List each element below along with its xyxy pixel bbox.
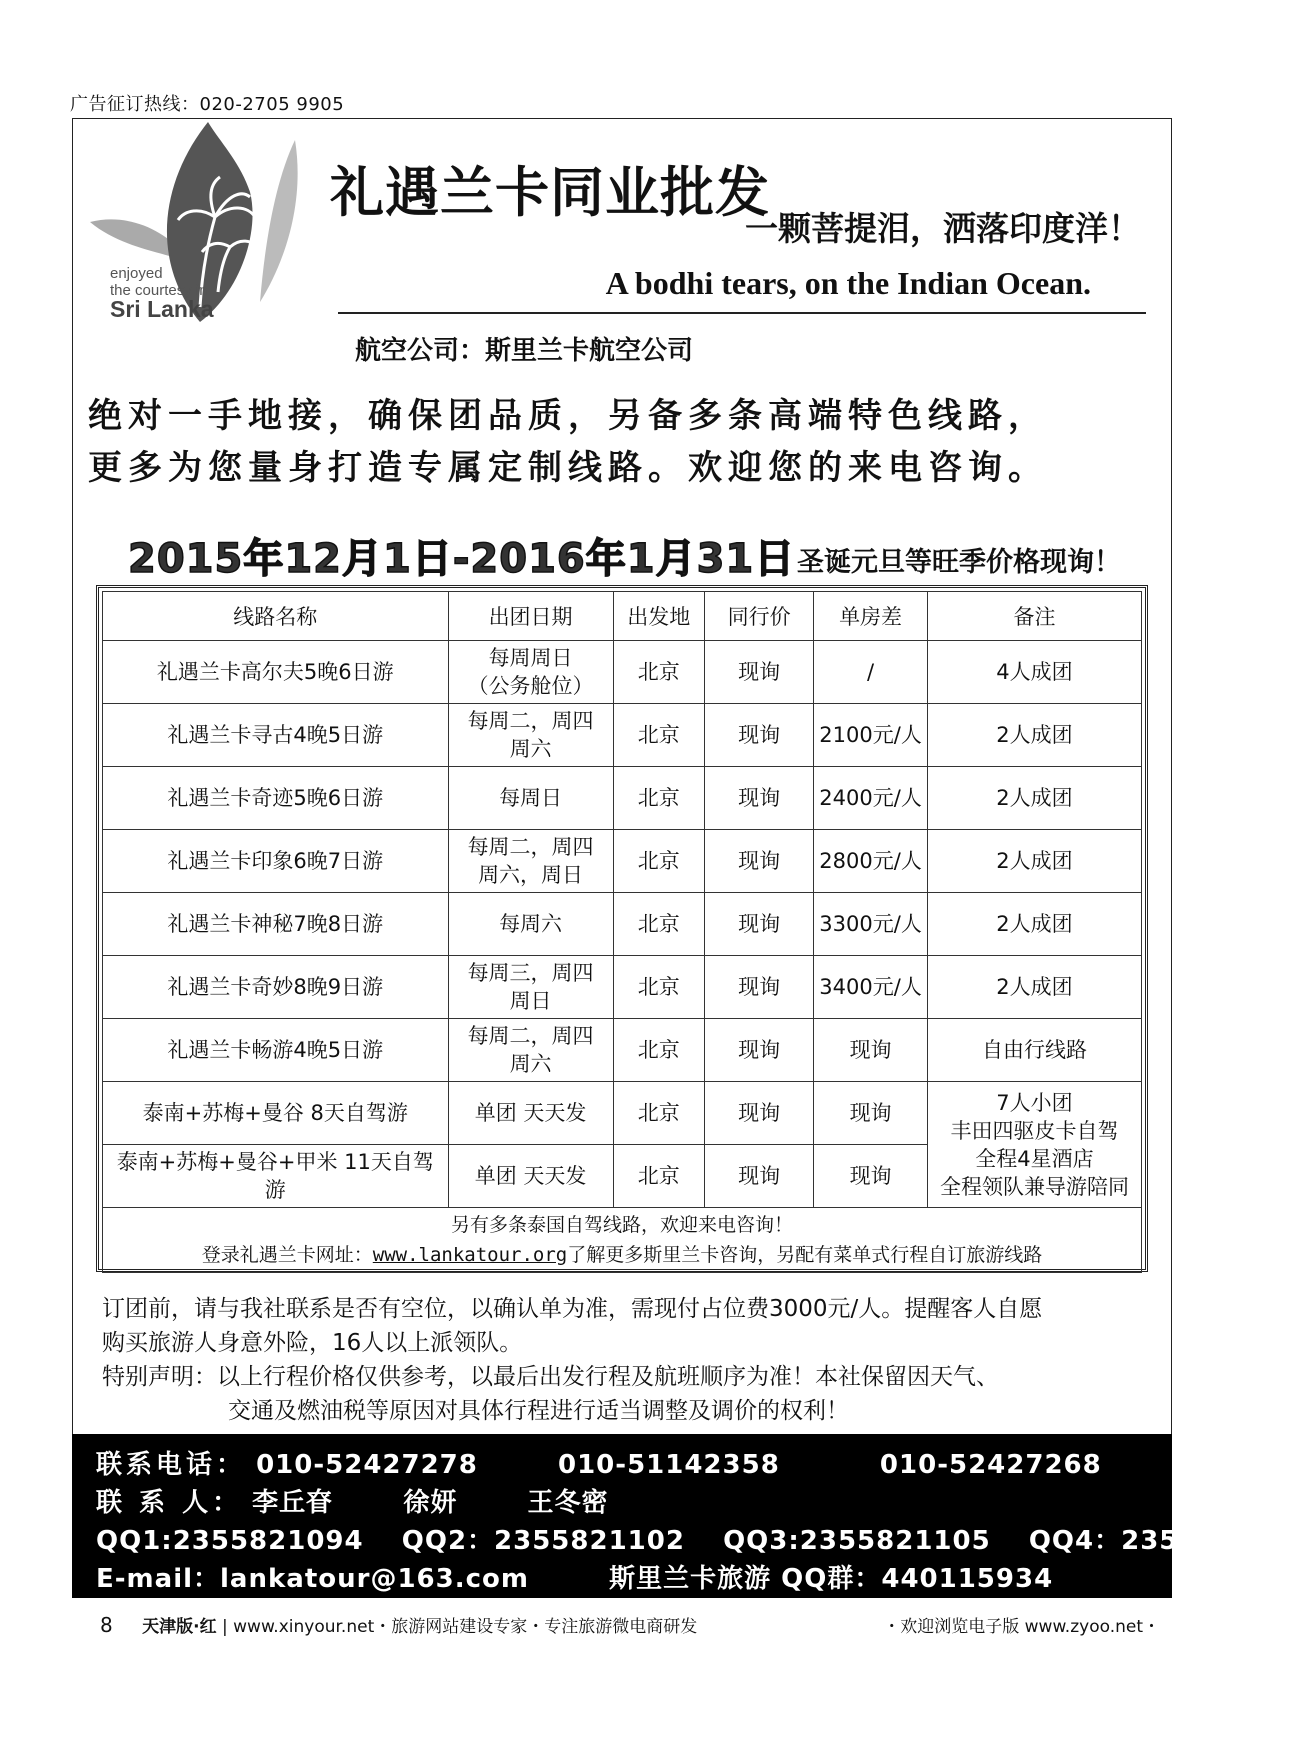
origin-cell: 北京 — [613, 1019, 704, 1082]
contact-email-row — [96, 1558, 1053, 1595]
departure-date-cell: 每周二，周四 周六 — [448, 1019, 613, 1082]
slogan-chinese: 一颗菩提泪，洒落印度洋！ — [745, 209, 1141, 248]
single-supplement-cell: / — [814, 641, 928, 704]
single-supplement-cell: 2100元/人 — [814, 704, 928, 767]
route-name-cell: 礼遇兰卡神秘7晚8日游 — [103, 893, 449, 956]
route-name-cell: 礼遇兰卡奇妙8晚9日游 — [103, 956, 449, 1019]
origin-cell: 北京 — [613, 830, 704, 893]
edition-label: 天津版·红 — [142, 1617, 217, 1637]
page-title: 礼遇兰卡同业批发 — [330, 160, 770, 224]
origin-cell: 北京 — [613, 704, 704, 767]
single-supplement-cell: 2400元/人 — [814, 767, 928, 830]
header-origin: 出发地 — [613, 592, 704, 641]
qq-group: 斯里兰卡旅游 QQ群：440115934 — [609, 1564, 1054, 1594]
booking-notes: 订团前，请与我社联系是否有空位，以确认单为准，需现付占位费3000元/人。提醒客人自愿 购买旅游人身意外险，16人以上派领队。 特别声明：以上行程价格仅供参考，以最后出发行程及航班顺序为准！本社保留因天气、 交通及燃油税等原因对具体行程进行适当调整及调价的权利！ — [102, 1296, 1043, 1424]
trade-price-cell: 现询 — [704, 767, 813, 830]
table-footer-row — [103, 1208, 1142, 1273]
slogan-english: A bodhi tears, on the Indian Ocean. — [605, 265, 1091, 301]
trade-price-cell: 现询 — [704, 1145, 813, 1208]
table-row — [103, 767, 1142, 830]
contact-panel — [72, 1434, 1312, 1598]
phone-2: 010-51142358 — [558, 1450, 780, 1480]
single-supplement-cell: 3300元/人 — [814, 893, 928, 956]
remarks-merged-cell: 7人小团 丰田四驱皮卡自驾 全程4星酒店 全程领队兼导游陪同 — [927, 1082, 1141, 1208]
phone-1: 010-52427278 — [256, 1450, 478, 1480]
table-row — [103, 956, 1142, 1019]
departure-date-cell: 每周二，周四 周六，周日 — [448, 830, 613, 893]
remarks-cell: 2人成团 — [927, 956, 1141, 1019]
header-route-name: 线路名称 — [103, 592, 449, 641]
footer-right: ・欢迎浏览电子版 www.zyoo.net・ — [883, 1617, 1160, 1637]
route-name-cell: 礼遇兰卡印象6晚7日游 — [103, 830, 449, 893]
remarks-cell: 4人成团 — [927, 641, 1141, 704]
trade-price-cell: 现询 — [704, 1082, 813, 1145]
departure-date-cell: 单团 天天发 — [448, 1145, 613, 1208]
table-header-row — [103, 592, 1142, 641]
departure-date-cell: 每周二，周四 周六 — [448, 704, 613, 767]
contact-phones: 联系电话： 010-52427278 010-51142358 010-52427268 — [96, 1450, 1102, 1480]
header-single-supplement: 单房差 — [814, 592, 928, 641]
table-row — [103, 641, 1142, 704]
footer-left: www.xinyour.net・旅游网站建设专家・专注旅游微电商研发 — [233, 1617, 698, 1637]
qq-4: QQ4：2355821095 — [1028, 1526, 1312, 1556]
website-link[interactable]: www.lankatour.org — [372, 1244, 568, 1266]
table-row — [103, 704, 1142, 767]
origin-cell: 北京 — [613, 893, 704, 956]
qq-2: QQ2：2355821102 — [401, 1526, 685, 1556]
trade-price-cell: 现询 — [704, 956, 813, 1019]
person-2: 徐妍 — [403, 1488, 458, 1518]
airline-info: 航空公司：斯里兰卡航空公司 — [355, 336, 694, 366]
remarks-cell: 2人成团 — [927, 893, 1141, 956]
qq-3: QQ3:2355821105 — [723, 1526, 991, 1556]
route-name-cell: 礼遇兰卡奇迹5晚6日游 — [103, 767, 449, 830]
logo-wordmark: enjoyed the courtesy in Sri Lanka — [110, 265, 214, 322]
origin-cell: 北京 — [613, 1145, 704, 1208]
origin-cell: 北京 — [613, 956, 704, 1019]
remarks-cell: 2人成团 — [927, 704, 1141, 767]
route-table — [102, 591, 1142, 1273]
trade-price-cell: 现询 — [704, 830, 813, 893]
qq-1: QQ1:2355821094 — [96, 1526, 364, 1556]
origin-cell: 北京 — [613, 767, 704, 830]
person-1: 李丘眘 — [252, 1488, 334, 1518]
date-range-heading: 2015年12月1日-2016年1月31日 — [128, 536, 796, 582]
page-number: 8 — [100, 1613, 113, 1637]
person-3: 王冬密 — [527, 1488, 609, 1518]
trade-price-cell: 现询 — [704, 893, 813, 956]
header-remarks: 备注 — [927, 592, 1141, 641]
contact-email: E-mail：lankatour@163.com — [96, 1564, 529, 1594]
departure-date-cell: 每周六 — [448, 893, 613, 956]
origin-cell: 北京 — [613, 641, 704, 704]
departure-date-cell: 每周周日 （公务舱位） — [448, 641, 613, 704]
single-supplement-cell: 2800元/人 — [814, 830, 928, 893]
contact-persons: 联 系 人： 李丘眘 徐妍 王冬密 — [96, 1488, 609, 1518]
remarks-cell: 2人成团 — [927, 830, 1141, 893]
route-table-body — [103, 641, 1142, 1208]
table-row — [103, 830, 1142, 893]
origin-cell: 北京 — [613, 1082, 704, 1145]
trade-price-cell: 现询 — [704, 641, 813, 704]
single-supplement-cell: 3400元/人 — [814, 956, 928, 1019]
table-footer: 另有多条泰国自驾线路，欢迎来电咨询！ 登录礼遇兰卡网址：www.lankatour.org了解更多斯里兰卡咨询，另配有菜单式行程自订旅游线路 — [103, 1208, 1142, 1273]
ad-hotline: 广告征订热线：020-2705 9905 — [70, 94, 345, 115]
route-name-cell: 礼遇兰卡畅游4晚5日游 — [103, 1019, 449, 1082]
departure-date-cell: 每周三，周四 周日 — [448, 956, 613, 1019]
header-trade-price: 同行价 — [704, 592, 813, 641]
page-footer: 8 天津版·红 | www.xinyour.net・旅游网站建设专家・专注旅游微电商研发 ・欢迎浏览电子版 www.zyoo.net・ — [100, 1613, 1160, 1637]
departure-date-cell: 单团 天天发 — [448, 1082, 613, 1145]
single-supplement-cell: 现询 — [814, 1082, 928, 1145]
route-name-cell: 泰南+苏梅+曼谷 8天自驾游 — [103, 1082, 449, 1145]
table-row — [103, 1019, 1142, 1082]
route-table-box — [96, 585, 1148, 1272]
single-supplement-cell: 现询 — [814, 1019, 928, 1082]
route-name-cell: 礼遇兰卡寻古4晚5日游 — [103, 704, 449, 767]
route-name-cell: 泰南+苏梅+曼谷+甲米 11天自驾游 — [103, 1145, 449, 1208]
contact-qqs — [96, 1520, 1312, 1557]
peak-season-note: 圣诞元旦等旺季价格现询！ — [797, 547, 1121, 578]
trade-price-cell: 现询 — [704, 704, 813, 767]
intro-text: 绝对一手地接，确保团品质，另备多条高端特色线路， 更多为您量身打造专属定制线路。欢迎您的来电咨询。 — [88, 396, 1048, 488]
table-row — [103, 893, 1142, 956]
remarks-cell: 2人成团 — [927, 767, 1141, 830]
table-row — [103, 1082, 1142, 1145]
departure-date-cell: 每周日 — [448, 767, 613, 830]
trade-price-cell: 现询 — [704, 1019, 813, 1082]
header-departure-date: 出团日期 — [448, 592, 613, 641]
phone-3: 010-52427268 — [879, 1450, 1102, 1480]
remarks-cell: 自由行线路 — [927, 1019, 1141, 1082]
title-divider — [338, 312, 1146, 314]
single-supplement-cell: 现询 — [814, 1145, 928, 1208]
route-name-cell: 礼遇兰卡高尔夫5晚6日游 — [103, 641, 449, 704]
